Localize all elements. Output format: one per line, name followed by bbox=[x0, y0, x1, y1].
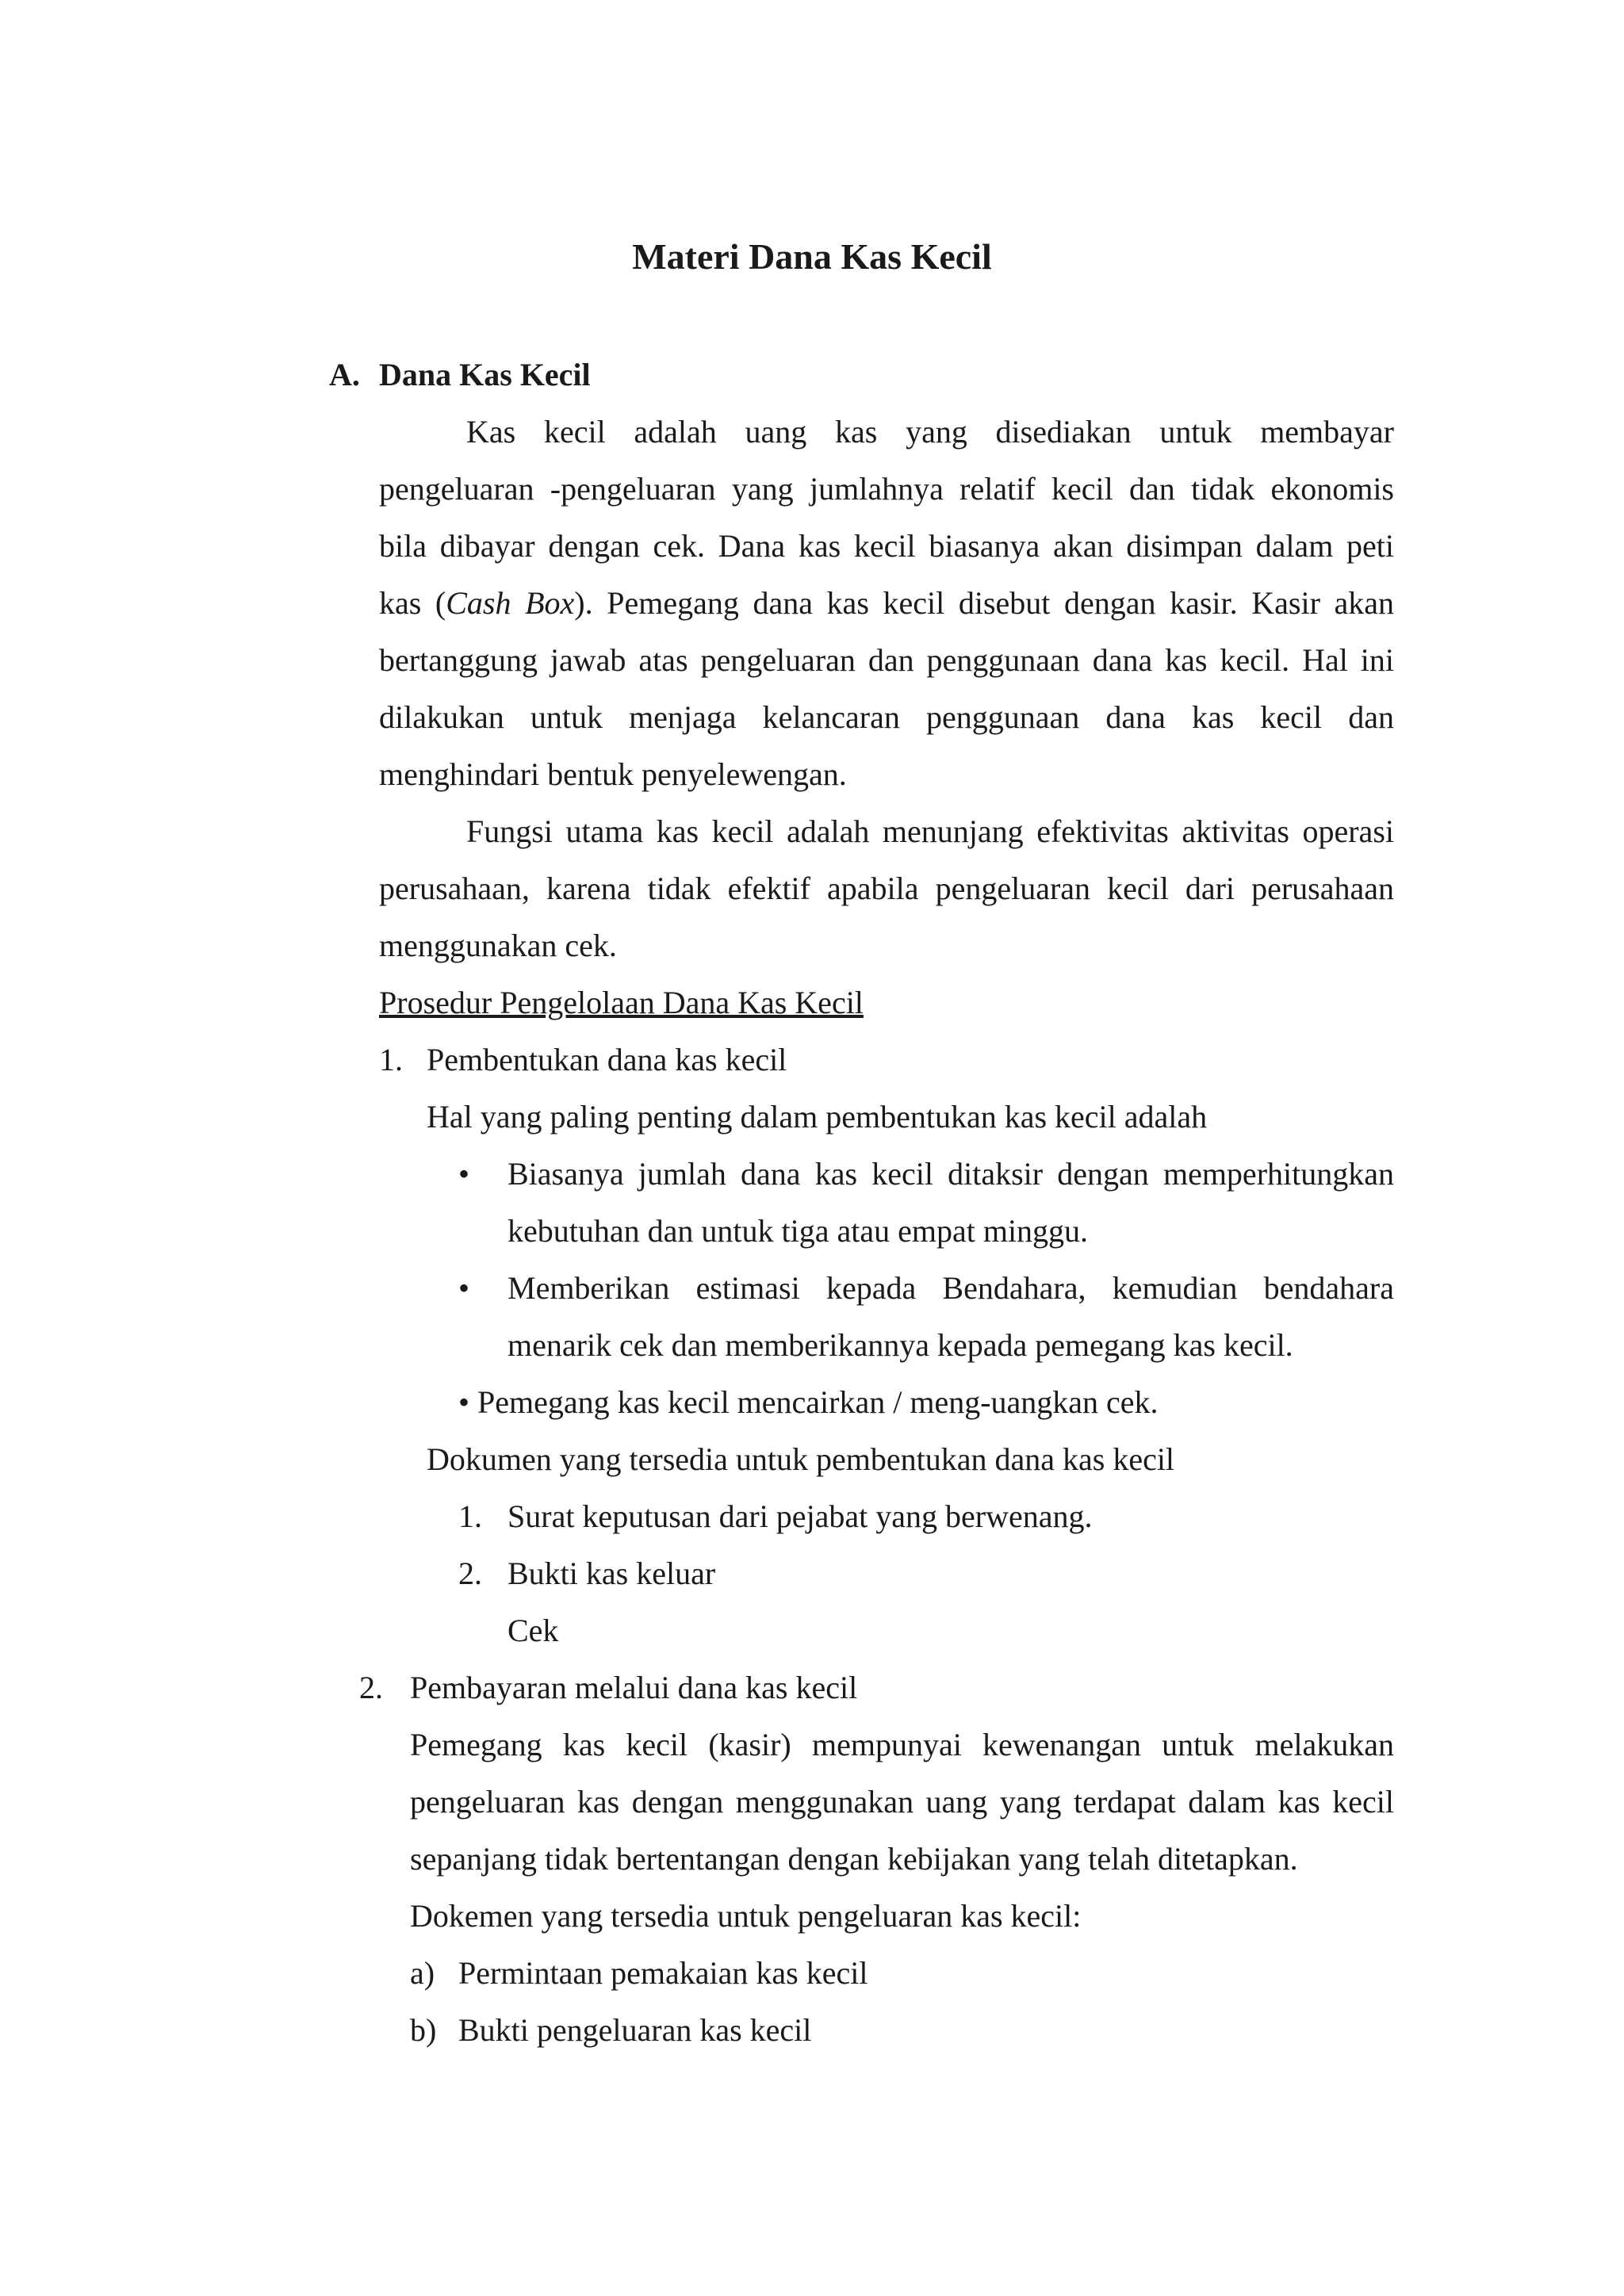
doc-item: Surat keputusan dari pejabat yang berwenang. bbox=[508, 1498, 1093, 1534]
bullet2-line: menarik cek dan memberikannya kepada pemegang kas kecil. bbox=[508, 1327, 1293, 1363]
procedure-heading: Prosedur Pengelolaan Dana Kas Kecil bbox=[379, 985, 864, 1020]
bullet1-line: Biasanya jumlah dana kas kecil ditaksir dengan memperhitungkan bbox=[508, 1156, 1394, 1192]
step1-intro: Hal yang paling penting dalam pembentukan kas kecil adalah bbox=[427, 1099, 1208, 1135]
doc-marker: a) bbox=[410, 1955, 435, 1991]
para1-line: bertanggung jawab atas pengeluaran dan penggunaan dana kas kecil. Hal ini bbox=[379, 642, 1394, 678]
step1-docs-intro: Dokumen yang tersedia untuk pembentukan dana kas kecil bbox=[427, 1441, 1175, 1477]
doc-marker: 2. bbox=[458, 1556, 482, 1591]
doc-marker: b) bbox=[410, 2012, 437, 2048]
bullet-icon: • bbox=[458, 1156, 470, 1192]
doc-item: Permintaan pemakaian kas kecil bbox=[458, 1955, 868, 1991]
step2-para-line: sepanjang tidak bertentangan dengan kebijakan yang telah ditetapkan. bbox=[410, 1841, 1298, 1877]
step2-para-line: Pemegang kas kecil (kasir) mempunyai kewenangan untuk melakukan bbox=[410, 1727, 1394, 1762]
para1-line: kas (Cash Box). Pemegang dana kas kecil disebut dengan kasir. Kasir akan bbox=[379, 585, 1394, 621]
section-a-marker: A. bbox=[329, 357, 360, 392]
page-title: Materi Dana Kas Kecil bbox=[632, 236, 992, 277]
section-a-heading: Dana Kas Kecil bbox=[379, 357, 591, 392]
para1-line: pengeluaran -pengeluaran yang jumlahnya relatif kecil dan tidak ekonomis bbox=[379, 471, 1394, 507]
para1-line: bila dibayar dengan cek. Dana kas kecil biasanya akan disimpan dalam peti bbox=[379, 528, 1394, 564]
step1-title: Pembentukan dana kas kecil bbox=[427, 1042, 787, 1077]
step1-marker: 1. bbox=[379, 1042, 403, 1077]
bullet1-line: kebutuhan dan untuk tiga atau empat minggu. bbox=[508, 1213, 1089, 1249]
para1-line: Kas kecil adalah uang kas yang disediakan untuk membayar bbox=[466, 414, 1394, 450]
step2-title: Pembayaran melalui dana kas kecil bbox=[410, 1670, 858, 1705]
para1-line: menghindari bentuk penyelewengan. bbox=[379, 756, 847, 792]
bullet2-line: Memberikan estimasi kepada Bendahara, kemudian bendahara bbox=[508, 1270, 1394, 1306]
step2-docs-intro: Dokemen yang tersedia untuk pengeluaran kas kecil: bbox=[410, 1898, 1082, 1934]
doc-item: Bukti kas keluar bbox=[508, 1556, 716, 1591]
para1-line: dilakukan untuk menjaga kelancaran penggunaan dana kas kecil dan bbox=[379, 699, 1394, 735]
step2-marker: 2. bbox=[359, 1670, 383, 1705]
para2-line: Fungsi utama kas kecil adalah menunjang efektivitas aktivitas operasi bbox=[466, 813, 1394, 849]
bullet-icon: • bbox=[458, 1270, 470, 1306]
step2-para-line: pengeluaran kas dengan menggunakan uang yang terdapat dalam kas kecil bbox=[410, 1784, 1394, 1820]
para2-line: perusahaan, karena tidak efektif apabila pengeluaran kecil dari perusahaan bbox=[379, 871, 1394, 906]
cash-box-term: Cash Box bbox=[446, 585, 575, 621]
doc-item-extra: Cek bbox=[508, 1613, 559, 1648]
doc-marker: 1. bbox=[458, 1498, 482, 1534]
doc-item: Bukti pengeluaran kas kecil bbox=[458, 2012, 812, 2048]
bullet3-line: • Pemegang kas kecil mencairkan / meng-uangkan cek. bbox=[458, 1384, 1159, 1420]
para2-line: menggunakan cek. bbox=[379, 928, 617, 963]
